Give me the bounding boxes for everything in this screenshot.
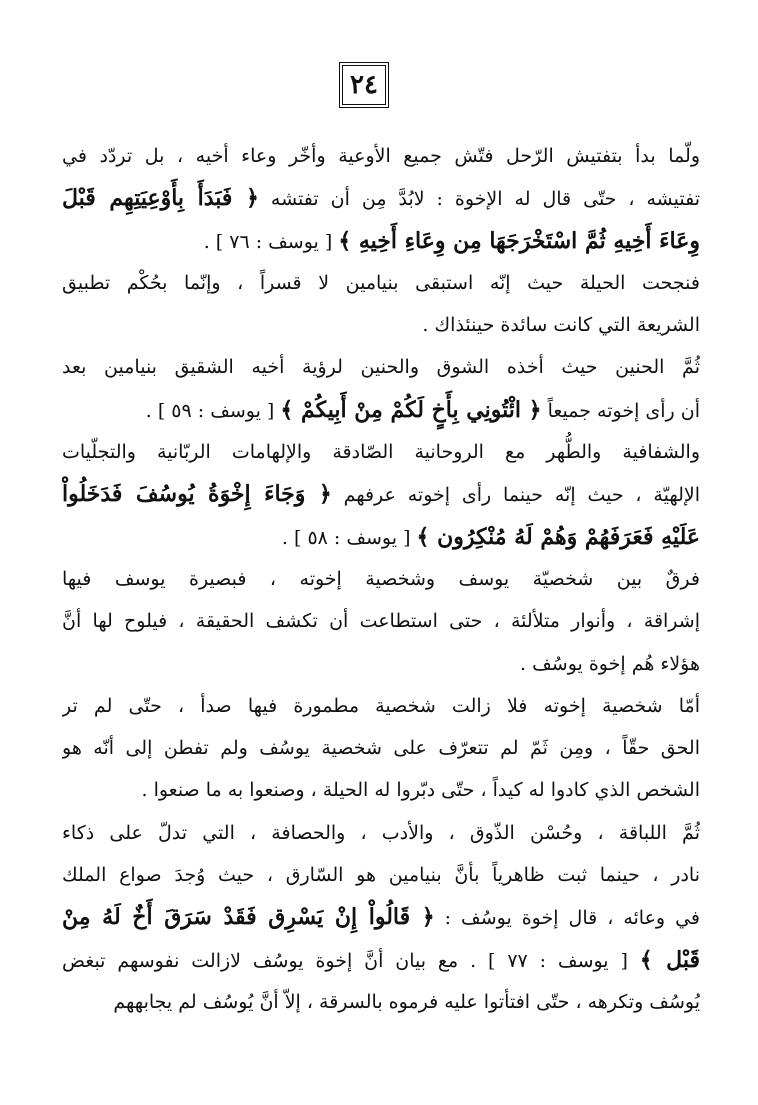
text-line xyxy=(62,135,700,177)
quran-verse: ﴿ وَجَاءَ إِخْوَةُ يُوسُفَ فَدَخَلُواْ xyxy=(62,481,332,508)
text-segment: الشريعة التي كانت سائدة حينئذاك . xyxy=(422,314,700,337)
text-line xyxy=(62,896,700,938)
text-line xyxy=(62,600,700,642)
quran-verse: ﴿ قَالُواْ إِنْ يَسْرِق فَقَدْ سَرَقَ أَخٌ لَهُ مِنْ xyxy=(62,904,435,931)
paragraph xyxy=(62,135,700,262)
text-segment: الشخص الذي كادوا له كيداً ، حتّى دبّروا له الحيلة ، وصنعوا به ما صنعوا . xyxy=(141,779,700,802)
text-segment: [ يوسف : ٥٨ ] . xyxy=(281,526,417,549)
text-line xyxy=(62,854,700,896)
text-segment: الحق حقّاً ، ومِن ثَمّ لم تتعرّف على شخصية يوسُف ولم تفطن إلى أنّه هو xyxy=(62,737,700,760)
text-segment: والشفافية والطُّهر مع الروحانية الصّادقة والإلهامات الربّانية والتجلّيات xyxy=(62,441,700,464)
text-segment: إشراقة ، وأنوار متلألئة ، حتى استطاعت أن تكشف الحقيقة ، فيلوح لها أنَّ xyxy=(62,610,700,633)
text-segment: يُوسُف وتكرهه ، حتّى افتأتوا عليه فرموه بالسرقة ، إلاّ أنَّ يُوسُف لم يجابههم xyxy=(113,990,700,1013)
quran-verse: قَبْل ﴾ xyxy=(639,946,700,973)
quran-verse: ﴿ فَبَدَأَ بِأَوْعِيَتِهِم قَبْلَ xyxy=(62,185,259,212)
text-line xyxy=(62,812,700,854)
text-line xyxy=(62,431,700,473)
text-segment: ثُمَّ اللباقة ، وحُسْن الذّوق ، والأدب ، والحصافة ، التي تدلّ على ذكاء xyxy=(62,821,700,844)
paragraph xyxy=(62,685,700,812)
text-line xyxy=(62,389,700,431)
text-segment: فنجحت الحيلة حيث إنّه استبقى بنيامين لا قسراً ، وإنّما بحُكْم تطبيق xyxy=(62,271,700,294)
text-segment: الإلهيّة ، حيث إنّه حينما رأى إخوته عرفهم xyxy=(331,484,700,507)
text-segment: هؤلاء هُم إخوة يوسُف . xyxy=(520,652,700,675)
text-line xyxy=(62,981,700,1023)
text-segment: نادر ، حينما ثبت ظاهرياً بأنَّ بنيامين هو السّارق ، حيث وُجدَ صواع الملك xyxy=(62,864,700,887)
text-line xyxy=(62,939,700,981)
paragraph xyxy=(62,812,700,1023)
text-segment: [ يوسف : ٥٩ ] . xyxy=(145,399,281,422)
text-line xyxy=(62,516,700,558)
text-line xyxy=(62,346,700,388)
text-line xyxy=(62,769,700,811)
text-segment: [ يوسف : ٧٦ ] . xyxy=(203,230,339,253)
text-line xyxy=(62,473,700,515)
page-number xyxy=(339,62,389,108)
text-segment: تفتيشه ، حتّى قال له الإخوة : لابُدَّ مِن أن تفتشه xyxy=(258,188,700,211)
text-segment: [ يوسف : ٧٧ ] . مع بيان أنَّ إخوة يوسُف لازالت نفوسهم تبغض xyxy=(62,949,640,972)
paragraph xyxy=(62,431,700,558)
text-segment: في وعائه ، قال إخوة يوسُف : xyxy=(434,907,700,930)
quran-verse: وِعَاءَ أَخِيهِ ثُمَّ اسْتَخْرَجَهَا مِن وِعَاءِ أَخِيهِ ﴾ xyxy=(338,227,700,254)
text-line xyxy=(62,727,700,769)
text-line xyxy=(62,643,700,685)
paragraph xyxy=(62,262,700,347)
text-segment: ثُمَّ الحنين حيث أخذه الشوق والحنين لرؤية أخيه الشقيق بنيامين بعد xyxy=(62,356,700,379)
text-line xyxy=(62,304,700,346)
paragraph xyxy=(62,346,700,431)
text-line xyxy=(62,262,700,304)
text-segment: ولّما بدأ بتفتيش الرّحل فتّش جميع الأوعية وأخّر وعاء أخيه ، بل تردّد في xyxy=(62,145,700,167)
text-line xyxy=(62,685,700,727)
text-line xyxy=(62,177,700,219)
text-line xyxy=(62,220,700,262)
text-segment: أن رأى إخوته جميعاً xyxy=(541,399,700,422)
page-text xyxy=(62,135,700,1023)
text-segment: أمّا شخصية إخوته فلا زالت شخصية مطمورة فيها صدأ ، حتّى لم تر xyxy=(62,694,700,717)
quran-verse: عَلَيْهِ فَعَرَفَهُمْ وَهُمْ لَهُ مُنْكِرُون ﴾ xyxy=(416,523,700,550)
paragraph xyxy=(62,558,700,685)
page-number-text: ٢٤ xyxy=(350,70,378,100)
text-segment: فرقٌ بين شخصيّة يوسف وشخصية إخوته ، فبصيرة يوسف فيها xyxy=(62,567,700,590)
quran-verse: ﴿ ائْتُونِي بِأَخٍ لَكُمْ مِنْ أَبِيكُمْ ﴾ xyxy=(280,396,542,423)
text-line xyxy=(62,558,700,600)
